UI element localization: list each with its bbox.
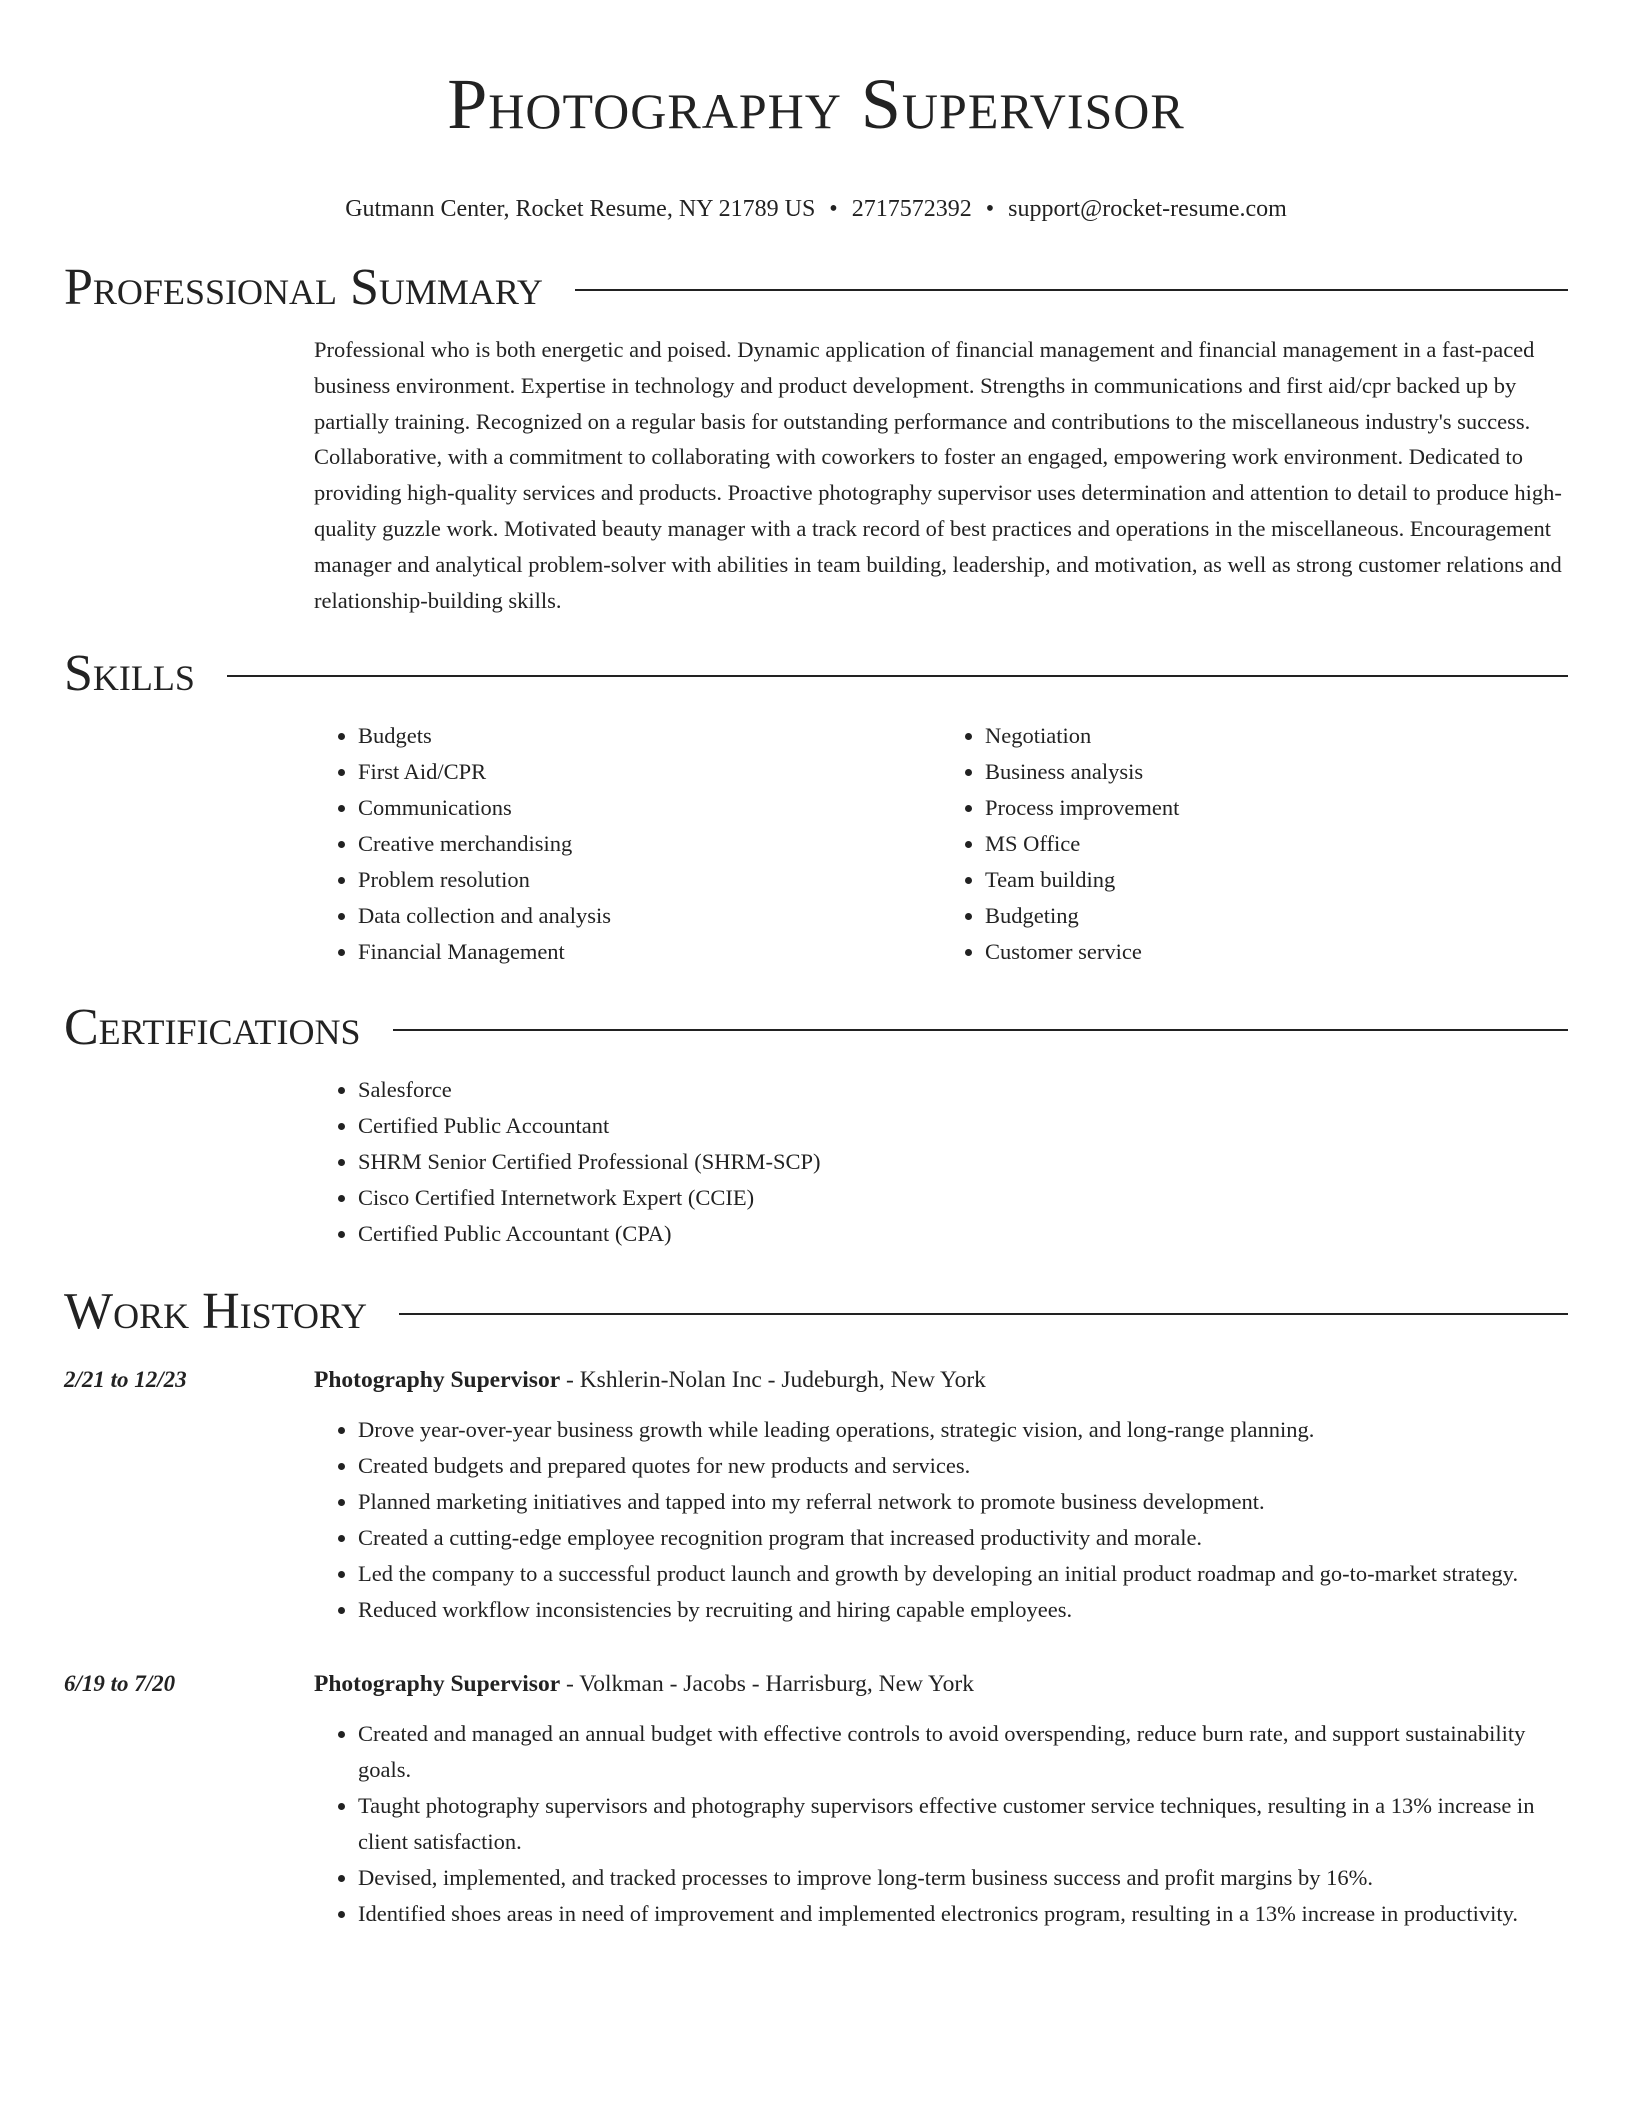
skill-item: • Negotiation bbox=[985, 718, 1568, 754]
contact-email: support@rocket-resume.com bbox=[1008, 196, 1287, 222]
skill-item: • Budgets bbox=[358, 718, 941, 754]
resume-header bbox=[64, 62, 1568, 224]
job-employer-location: - Kshlerin-Nolan Inc - Judeburgh, New York bbox=[560, 1367, 986, 1394]
job-bullet: • Planned marketing initiatives and tapped into my referral network to promote business development. bbox=[358, 1484, 1568, 1520]
job-dates: 2/21 to 12/23 bbox=[64, 1367, 187, 1393]
skills-list-left bbox=[314, 718, 941, 970]
job-employer-location: - Volkman - Jacobs - Harrisburg, New York bbox=[560, 1671, 974, 1698]
job-role: Photography Supervisor bbox=[314, 1671, 561, 1698]
job-bullet: • Led the company to a successful product launch and growth by developing an initial product roadmap and go-to-market strategy. bbox=[358, 1556, 1568, 1592]
work-history-title: Work History bbox=[64, 1283, 368, 1341]
job-bullets bbox=[314, 1716, 1568, 1932]
job-bullet: • Drove year-over-year business growth while leading operations, strategic vision, and long-range planning. bbox=[358, 1412, 1568, 1448]
summary-text: Professional who is both energetic and poised. Dynamic application of financial management and financial management in a fast-paced business environment. Expertise in technology and product development. Strengths in communications and first aid/cpr backed up by partially training. Recognized on a regular basis for outstanding performance and contributions to the miscellaneous industry's success. Collaborative, with a commitment to collaborating with coworkers to foster an engaged, empowering work environment. Dedicated to providing high-quality services and products. Proactive photography supervisor uses determination and attention to detail to produce high-quality guzzle work. Motivated beauty manager with a track record of best practices and operations in the miscellaneous. Encouragement manager and analytical problem-solver with abilities in team building, leadership, and motivation, as well as strong customer relations and relationship-building skills. bbox=[314, 337, 1562, 613]
section-divider bbox=[393, 1029, 1568, 1031]
section-divider bbox=[227, 675, 1568, 677]
job-details bbox=[314, 1362, 1568, 1628]
certification-item: • Salesforce bbox=[358, 1072, 1568, 1108]
candidate-name: Photography Supervisor bbox=[447, 64, 1185, 144]
certification-item: • SHRM Senior Certified Professional (SHRM-SCP) bbox=[358, 1144, 1568, 1180]
job-dates: 6/19 to 7/20 bbox=[64, 1671, 176, 1697]
work-history-section bbox=[64, 1282, 1568, 1932]
certifications-list bbox=[314, 1072, 1568, 1252]
skills-section bbox=[64, 644, 1568, 970]
section-divider bbox=[575, 289, 1568, 291]
certification-item: • Certified Public Accountant bbox=[358, 1108, 1568, 1144]
job-bullet: • Created budgets and prepared quotes for new products and services. bbox=[358, 1448, 1568, 1484]
section-heading bbox=[64, 998, 1568, 1058]
job-bullet: • Created a cutting-edge employee recognition program that increased productivity and morale. bbox=[358, 1520, 1568, 1556]
section-heading bbox=[64, 1282, 1568, 1342]
certification-item: • Cisco Certified Internetwork Expert (CCIE) bbox=[358, 1180, 1568, 1216]
contact-phone: 2717572392 bbox=[851, 196, 972, 222]
job-bullet: • Created and managed an annual budget with effective controls to avoid overspending, reduce burn rate, and support sustainability goals. bbox=[358, 1716, 1568, 1788]
job-details bbox=[314, 1666, 1568, 1932]
contact-separator: • bbox=[829, 196, 838, 222]
section-heading bbox=[64, 258, 1568, 318]
skills-columns bbox=[314, 718, 1568, 970]
contact-address: Gutmann Center, Rocket Resume, NY 21789 US bbox=[345, 196, 816, 222]
job-bullet: • Reduced workflow inconsistencies by recruiting and hiring capable employees. bbox=[358, 1592, 1568, 1628]
job-role: Photography Supervisor bbox=[314, 1367, 561, 1394]
summary-body bbox=[314, 332, 1568, 618]
skill-item: • MS Office bbox=[985, 826, 1568, 862]
job-entry bbox=[64, 1666, 1568, 1932]
section-divider bbox=[399, 1313, 1568, 1315]
skill-item: • Customer service bbox=[985, 934, 1568, 970]
skill-item: • Budgeting bbox=[985, 898, 1568, 934]
job-entry bbox=[64, 1362, 1568, 1628]
skill-item: • Communications bbox=[358, 790, 941, 826]
contact-line bbox=[64, 194, 1568, 224]
skill-item: • Problem resolution bbox=[358, 862, 941, 898]
job-title-line bbox=[314, 1362, 1568, 1398]
skill-item: • Team building bbox=[985, 862, 1568, 898]
summary-title: Professional Summary bbox=[64, 259, 543, 316]
skill-item: • First Aid/CPR bbox=[358, 754, 941, 790]
job-bullet: • Taught photography supervisors and photography supervisors effective customer service techniques, resulting in a 13% increase in client satisfaction. bbox=[358, 1788, 1568, 1860]
summary-section bbox=[64, 258, 1568, 618]
skill-item: • Financial Management bbox=[358, 934, 941, 970]
skill-item: • Creative merchandising bbox=[358, 826, 941, 862]
job-bullet: • Identified shoes areas in need of improvement and implemented electronics program, resulting in a 13% increase in productivity. bbox=[358, 1896, 1568, 1932]
contact-separator: • bbox=[985, 196, 995, 222]
certifications-title: Certifications bbox=[64, 999, 361, 1057]
certifications-body bbox=[314, 1072, 1568, 1252]
job-list bbox=[64, 1362, 1568, 1932]
section-heading bbox=[64, 644, 1568, 704]
skill-item: • Data collection and analysis bbox=[358, 898, 941, 934]
skills-title: Skills bbox=[64, 645, 195, 703]
job-title-line bbox=[314, 1666, 1568, 1702]
certifications-section bbox=[64, 998, 1568, 1252]
job-bullet: • Devised, implemented, and tracked processes to improve long-term business success and profit margins by 16%. bbox=[358, 1860, 1568, 1896]
certification-item: • Certified Public Accountant (CPA) bbox=[358, 1216, 1568, 1252]
job-bullets bbox=[314, 1412, 1568, 1628]
skill-item: • Business analysis bbox=[985, 754, 1568, 790]
skill-item: • Process improvement bbox=[985, 790, 1568, 826]
skills-list-right bbox=[941, 718, 1568, 970]
